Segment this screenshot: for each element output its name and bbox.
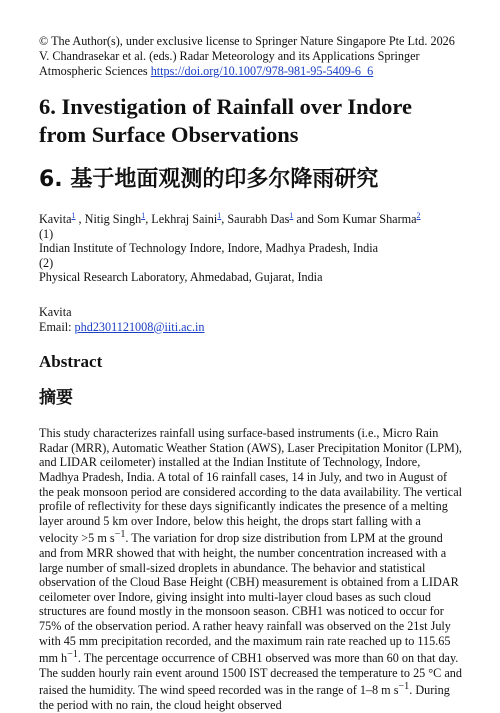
editors-text: V. Chandrasekar et al. (eds.) Radar Meteorology and its Applications Springer Atmospheric Sciences [39,49,420,78]
email-link[interactable]: phd2301121008@iiti.ac.in [74,319,205,334]
author-affiliation-link[interactable]: 1 [71,211,76,220]
affiliation-text: Indian Institute of Technology Indore, Indore, Madhya Pradesh, India [39,241,379,256]
abstract-heading-english: Abstract [39,352,103,372]
author-list [39,209,463,227]
affiliation-text: Physical Research Laboratory, Ahmedabad, Gujarat, India [39,270,323,285]
affiliation-list [39,227,463,285]
email-label: Email: [39,319,75,334]
author-separator: , [75,212,85,227]
affiliation-number: (2) [39,255,54,270]
doi-link[interactable]: https://doi.org/10.1007/978-981-95-5409-6_6 [150,64,374,78]
affiliation-number: (1) [39,226,54,241]
chapter-title-english: 6. Investigation of Rainfall over Indore from Surface Observations [39,94,412,147]
document-page [39,34,463,713]
author-name: Nitig Singh [84,212,142,227]
abstract-heading-chinese: 摘要 [39,388,73,409]
author-affiliation-link[interactable]: 1 [141,211,146,220]
publication-meta [39,34,463,79]
author-separator: , [221,212,228,227]
chapter-title-chinese: 6. 基于地面观测的印多尔降雨研究 [39,167,379,192]
author-name: Kavita [39,212,72,227]
copyright-line: © The Author(s), under exclusive license to Springer Nature Singapore Pte Ltd. 2026 [39,34,455,48]
contact-name: Kavita [39,305,72,320]
contact-email-line [39,320,463,335]
author-separator: , [145,212,152,227]
abstract-text: This study characterizes rainfall using surface-based instruments (i.e., Micro Rain Radar (MRR), Automatic Weather Station (AWS), Laser Precipitation Monitor (LPM), and LIDAR ceilometer) installed at the Indian Institute of Technology, Indore, Madhya Pradesh, India. A total of 16 rainfall cases, 14 in July, and two in August of the peak monsoon period are considered according to the data availability. The vertical profile of reflectivity for these days significantly indicates the presence of a melting layer around 5 km over Indore, below this height, the drops start falling with a velocity >5 m $s^{-1}$. The variation for drop size distribution from LPM at the ground and from MRR showed that with height, the number concentration increased with a large number of small-sized droplets in abundance. The behavior and statistical observation of the Cloud Base Height (CBH) measurement is obtained from a LIDAR ceilometer over Indore, giving insight into multi-layer cloud bases as such cloud structures are found mostly in the monsoon season. CBH1 was noticed to occur for 75% of the observation period. A rather heavy rainfall was observed on the 21st July with 45 mm precipitation recorded, and the maximum rain rate reached up to 115.65 mm $h^{-1}$. The percentage occurrence of CBH1 observed was more than 60 on that day. The sudden hourly rain event around 1500 IST decreased the temperature to 25 °C and raised the humidity. The wind speed recorded was in the range of 1–8 m $s^{-1}$. During the period with no rain, the cloud height observed [39,426,463,713]
author-affiliation-link[interactable]: 1 [217,211,222,220]
author-name: Lekhraj Saini [151,212,218,227]
author-separator: and [293,212,318,227]
author-affiliation-link[interactable]: 2 [416,211,421,220]
author-block [39,209,463,285]
author-name: Saurabh Das [227,212,290,227]
author-affiliation-link[interactable]: 1 [289,211,294,220]
editors-line [39,49,463,79]
contact-block [39,305,463,334]
author-name: Som Kumar Sharma [317,212,417,227]
